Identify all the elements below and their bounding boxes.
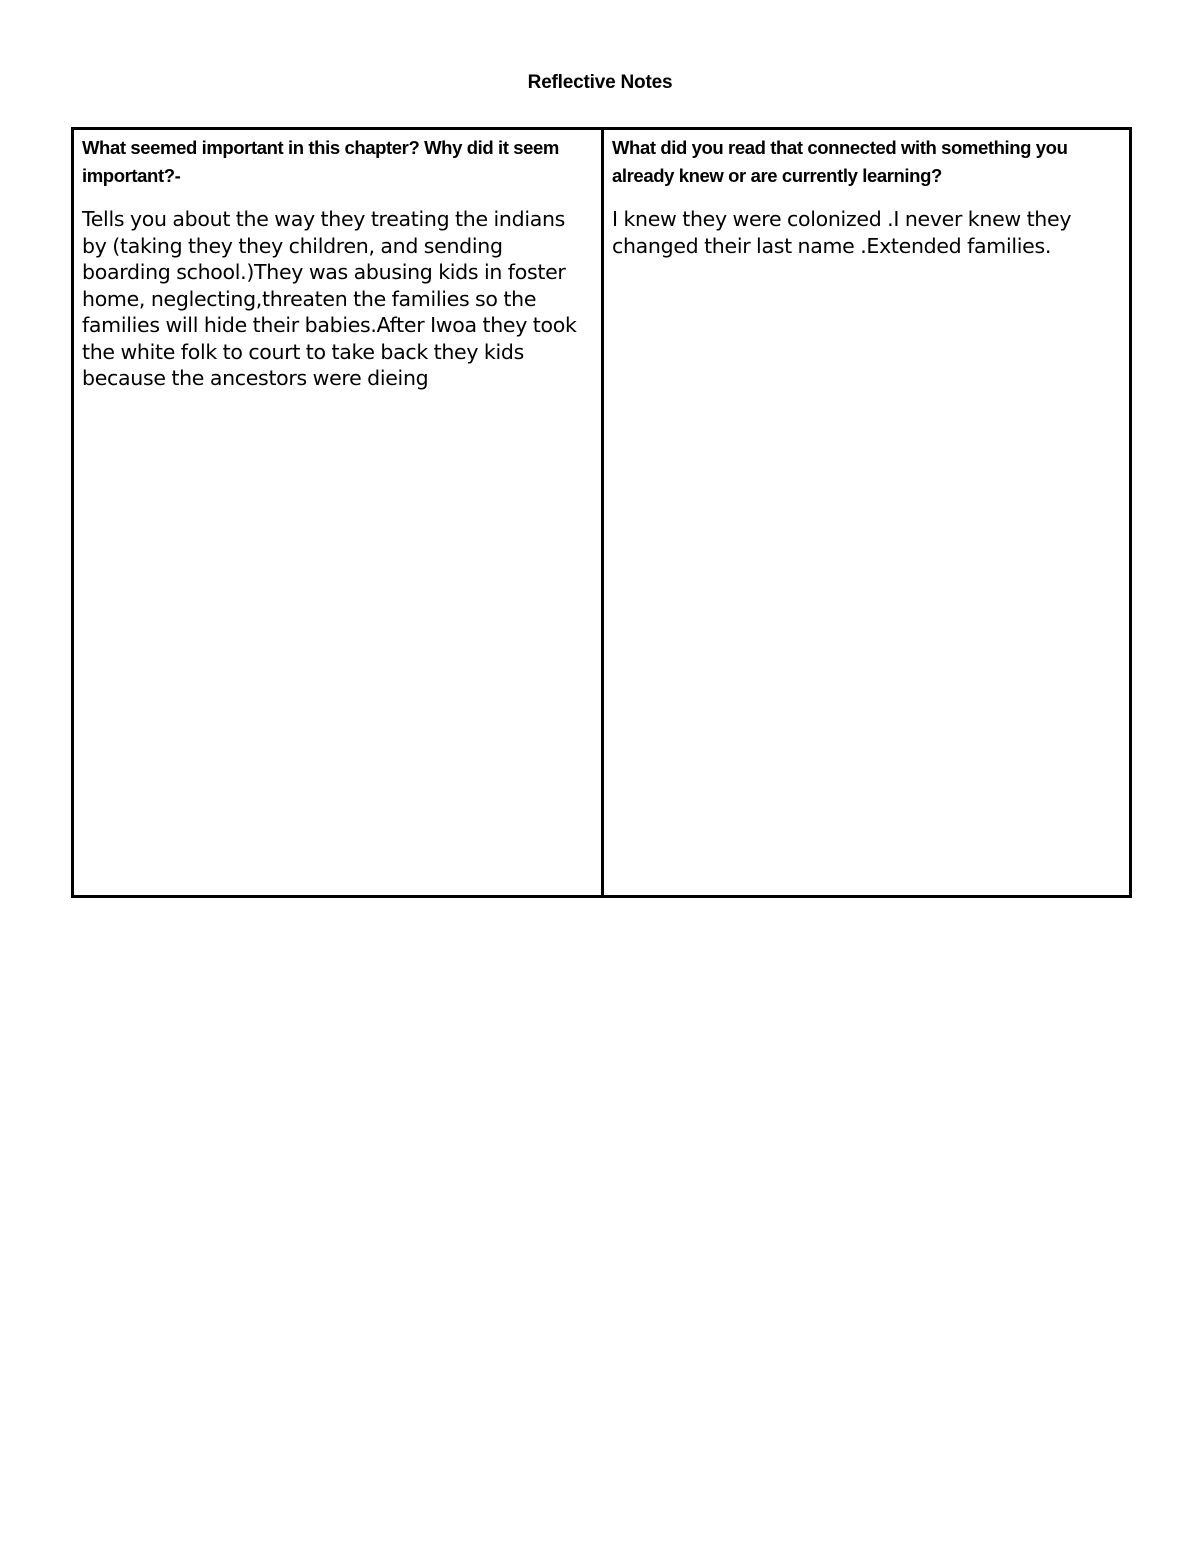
important-prompt: What seemed important in this chapter? Why did it seem important?-	[82, 137, 559, 186]
connection-answer[interactable]: I knew they were colonized .I never knew they changed their last name .Extended families.	[612, 207, 1072, 258]
connection-column	[604, 130, 1129, 895]
page-title: Reflective Notes	[527, 72, 673, 93]
connection-prompt: What did you read that connected with something you already knew or are currently learning?	[612, 137, 1068, 186]
important-column	[74, 130, 604, 895]
reflective-notes-table	[71, 127, 1132, 898]
important-answer[interactable]: Tells you about the way they treating the indians by (taking they they children, and sending boarding school.)They was abusing kids in foster home, neglecting,threaten the families so the families will hide their babies.After Iwoa they took the white folk to court to take back they kids because the ancestors were dieing	[82, 207, 577, 390]
